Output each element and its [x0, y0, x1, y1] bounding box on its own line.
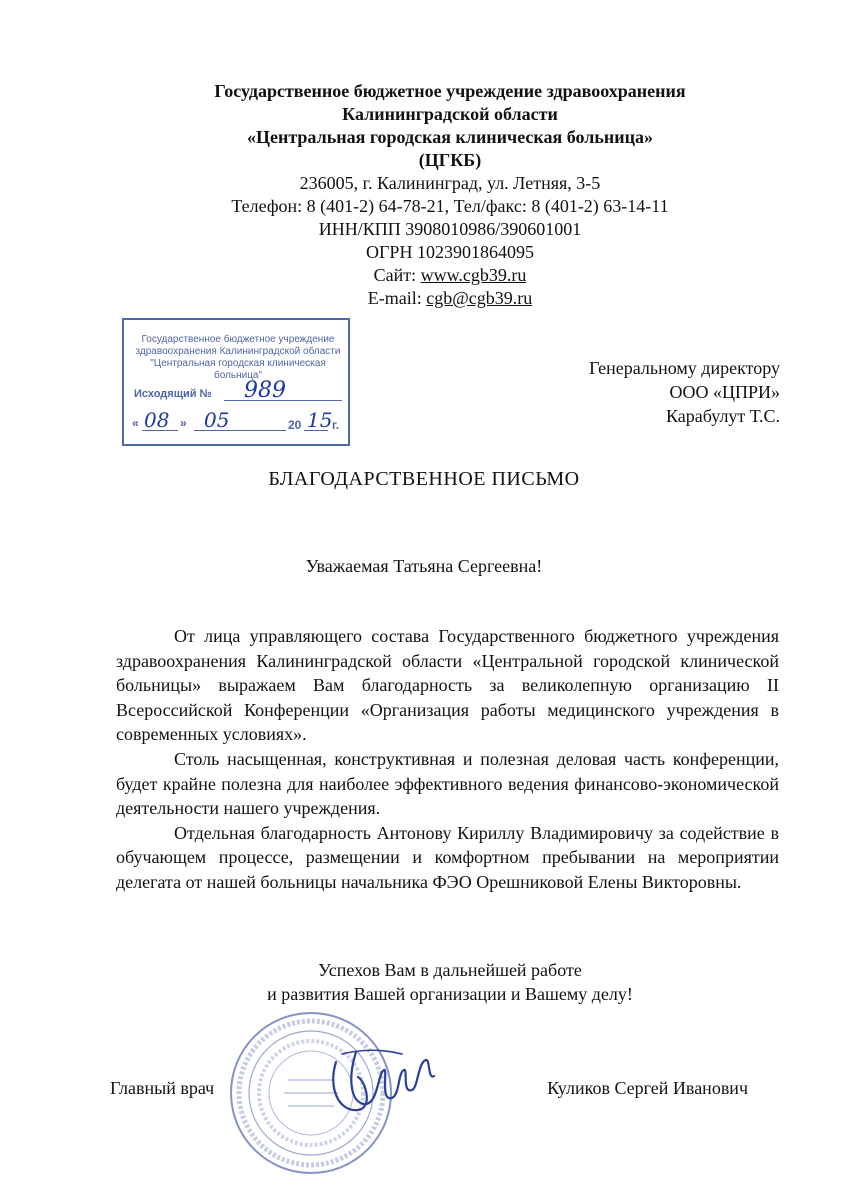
body-paragraph: От лица управляющего состава Государственного бюджетного учреждения здравоохранения Калининградской области «Центральной городской клинической больницы» выражаем Вам благодарность за великолепную организацию II Всероссийской Конференции «Организация работы медицинского учреждения в современных условиях».	[116, 626, 779, 745]
stamp-org-text: Государственное бюджетное учреждение здравоохранения Калининградской области "Центральная городская клиническая больница"	[135, 334, 341, 381]
stamp-century: 20	[288, 418, 302, 432]
org-email	[100, 287, 800, 310]
org-inn-kpp: ИНН/КПП 3908010986/390601001	[318, 219, 582, 239]
recipient-block	[589, 356, 780, 428]
stamp-quote-close: »	[180, 416, 187, 430]
org-abbreviation: (ЦГКБ)	[418, 150, 482, 170]
org-name-line-2: Калининградской области	[342, 104, 558, 124]
email-label: E-mail:	[367, 288, 427, 308]
org-name-line-1: Государственное бюджетное учреждение здравоохранения	[214, 81, 686, 101]
stamp-year-line	[304, 430, 328, 431]
closing-line-1: Успехов Вам в дальнейшей работе	[318, 960, 582, 980]
stamp-day-line	[142, 430, 178, 431]
org-name-line-3: «Центральная городская клиническая больница»	[247, 127, 653, 147]
org-phone: Телефон: 8 (401-2) 64-78-21, Тел/факс: 8 (401-2) 63-14-11	[231, 196, 669, 216]
body-paragraph: Столь насыщенная, конструктивная и полезная деловая часть конференции, будет крайне полезна для наиболее эффективного ведения финансово-экономической деятельности нашего учреждения.	[116, 748, 779, 819]
org-address: 236005, г. Калининград, ул. Летняя, 3-5	[299, 173, 601, 193]
site-link[interactable]: www.cgb39.ru	[420, 265, 527, 285]
closing-line-2: и развития Вашей организации и Вашему делу!	[267, 984, 633, 1004]
stamp-outgoing-number: 989	[244, 378, 286, 403]
stamp-year: 15	[307, 408, 333, 432]
stamp-outgoing-label: Исходящий №	[134, 388, 212, 400]
handwritten-signature	[318, 1032, 438, 1122]
body-paragraph: Отдельная благодарность Антонову Кириллу Владимировичу за содействие в обучающем процессе, размещении и комфортном пребывании на мероприятии делегата от нашей больницы начальника ФЭО Орешниковой Елены Викторовны.	[116, 822, 779, 892]
stamp-quote-open: «	[132, 416, 139, 430]
letter-body	[116, 624, 779, 895]
stamp-month: 05	[204, 408, 230, 432]
letter-title: БЛАГОДАРСТВЕННОЕ ПИСЬМО	[268, 468, 580, 490]
letterhead	[100, 80, 800, 310]
recipient-position: Генеральному директору	[589, 358, 780, 378]
stamp-year-suffix: г.	[332, 418, 340, 432]
org-ogrn: ОГРН 1023901864095	[366, 242, 534, 262]
outgoing-registration-stamp	[122, 318, 350, 446]
signer-title: Главный врач	[110, 1078, 215, 1098]
site-label: Сайт:	[373, 265, 421, 285]
recipient-company: ООО «ЦПРИ»	[669, 382, 780, 402]
signer-name: Куликов Сергей Иванович	[547, 1078, 748, 1098]
salutation: Уважаемая Татьяна Сергеевна!	[305, 556, 543, 576]
stamp-day: 08	[144, 408, 170, 432]
recipient-name: Карабулут Т.С.	[666, 406, 780, 426]
email-link[interactable]: cgb@cgb39.ru	[426, 288, 533, 308]
org-site	[100, 264, 800, 287]
stamp-month-line	[194, 430, 286, 431]
closing-wishes	[0, 958, 848, 1006]
